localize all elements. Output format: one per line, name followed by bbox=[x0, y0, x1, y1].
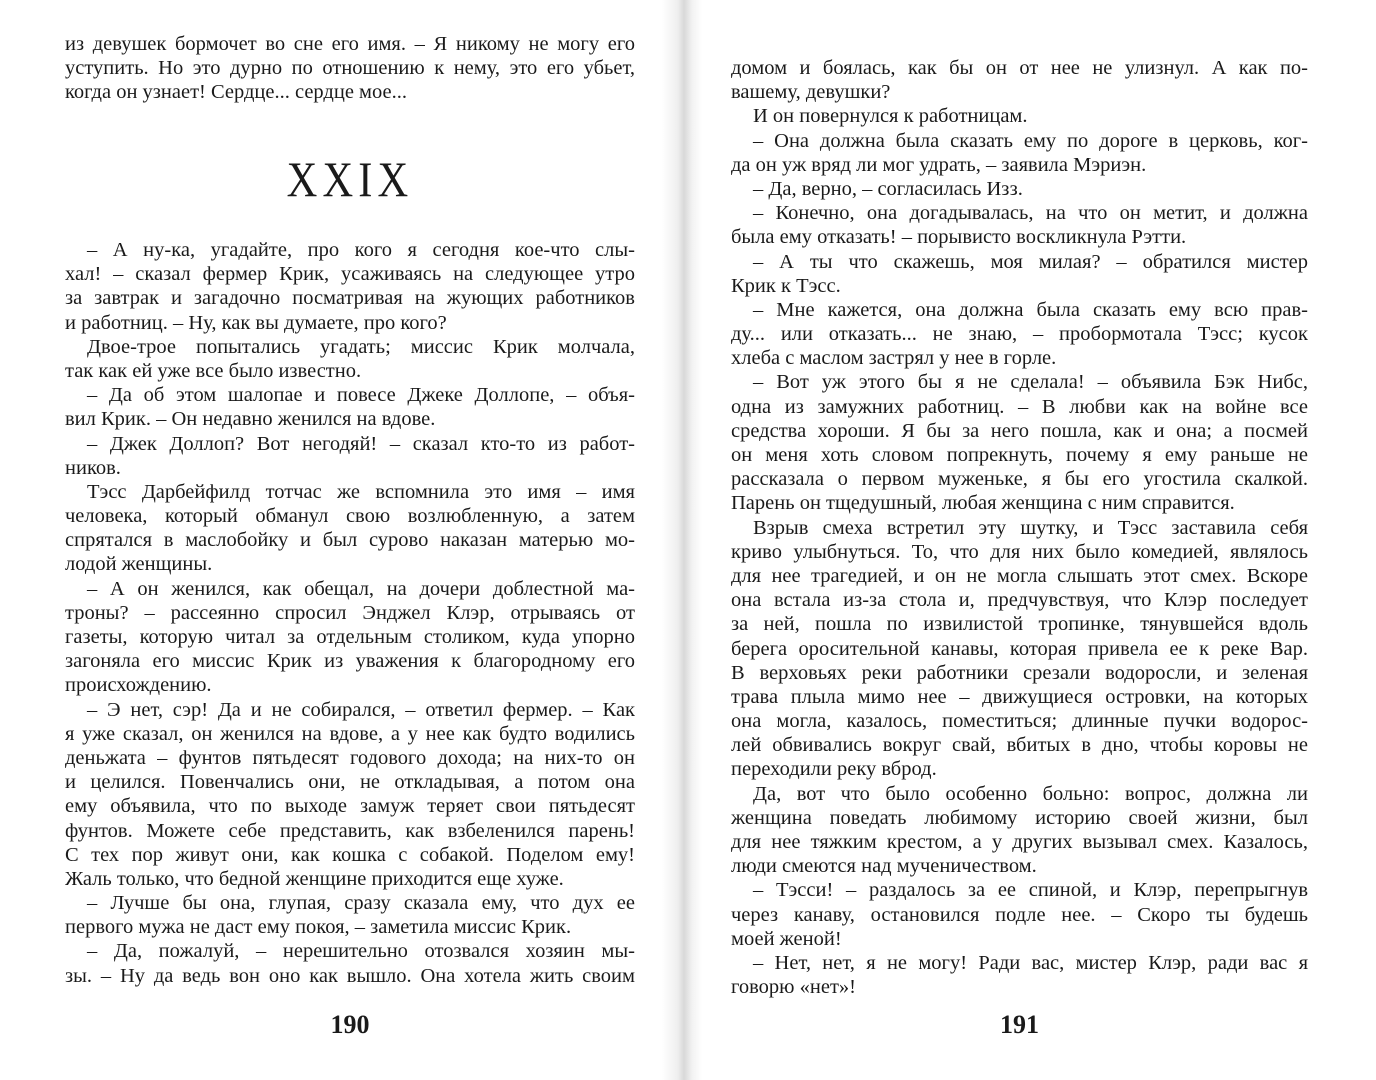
text-line: Двое-трое попытались угадать; миссис Крик молчала, bbox=[87, 335, 635, 358]
text-line: Крик к Тэсс. bbox=[731, 274, 841, 297]
page-number-left: 190 bbox=[330, 1010, 370, 1039]
text-line: я уже сказал, он женился на вдове, а у нее как будто водились bbox=[65, 722, 635, 745]
text-line: – Да, пожалуй, – нерешительно отозвался хозяин мы- bbox=[87, 940, 635, 963]
text-line: деньжата – фунтов пятьдесят годового дохода; на них-то он bbox=[65, 746, 635, 769]
text-line: для нее трагедией, и он не могла слышать этот смех. Вскоре bbox=[731, 564, 1308, 587]
paragraph bbox=[731, 104, 1308, 128]
text-line: зы. – Ну да ведь вон оно как вышло. Она хотела жить своим bbox=[65, 964, 635, 987]
paragraph bbox=[65, 383, 635, 431]
paragraph bbox=[731, 250, 1308, 298]
text-line: женщина поведать любимому историю своей жизни, был bbox=[731, 806, 1308, 829]
text-line: – Лучше бы она, глупая, сразу сказала ему, что дух ее bbox=[87, 892, 635, 915]
text-line: хал! – сказал фермер Крик, усаживаясь на следующее утро bbox=[65, 263, 635, 286]
left-page-body bbox=[65, 238, 635, 988]
text-line: хлеба с маслом застрял у нее в горле. bbox=[731, 347, 1057, 370]
text-line: она могла, казалось, поместиться; длинные пучки водорос- bbox=[731, 710, 1308, 733]
text-line: – Мне кажется, она должна была сказать ему всю прав- bbox=[753, 298, 1308, 321]
text-line: уступить. Но это дурно по отношению к нему, это его убьет, bbox=[65, 57, 635, 80]
text-line: лодой женщины. bbox=[65, 553, 213, 576]
text-line: В верховьях реки работники срезали водоросли, и зеленая bbox=[731, 661, 1308, 684]
text-line: ду... или отказать... не знаю, – пробормотала Тэсс; кусок bbox=[731, 323, 1308, 346]
paragraph bbox=[65, 32, 635, 105]
paragraph bbox=[731, 56, 1308, 104]
text-line: вашему, девушки? bbox=[731, 81, 891, 104]
text-line: для нее тяжким крестом, а у других вызывал смех. Казалось, bbox=[731, 831, 1308, 853]
text-line: и работниц. – Ну, как вы думаете, про кого? bbox=[65, 311, 447, 334]
text-line: так как ей уже все было известно. bbox=[65, 359, 362, 382]
paragraph bbox=[731, 951, 1308, 999]
text-line: человека, который обманул свою возлюбленную, а затем bbox=[65, 505, 635, 528]
text-line: – Вот уж этого бы я не сделала! – объявила Бэк Нибс, bbox=[753, 371, 1308, 394]
left-page-top-text bbox=[65, 32, 635, 105]
text-line: за завтрак и загадочно посматривая на жующих работников bbox=[65, 287, 635, 310]
text-line: средства хороши. Я бы за него пошла, как и она; а посмей bbox=[731, 419, 1308, 442]
text-line: Тэсс Дарбейфилд тотчас же вспомнила это имя – имя bbox=[87, 480, 635, 503]
text-line: Жаль только, что бедной женщине приходится еще хуже. bbox=[65, 867, 564, 890]
text-line: – Нет, нет, я не могу! Ради вас, мистер Клэр, ради вас я bbox=[753, 951, 1308, 974]
paragraph bbox=[731, 177, 1308, 201]
paragraph bbox=[65, 432, 635, 480]
text-line: да он уж вряд ли мог удрать, – заявила Мэриэн. bbox=[731, 153, 1147, 176]
text-line: – А ну-ка, угадайте, про кого я сегодня кое-что слы- bbox=[87, 239, 635, 261]
text-line: происхождению. bbox=[65, 674, 212, 697]
paragraph bbox=[65, 238, 635, 335]
paragraph bbox=[731, 129, 1308, 177]
text-line: одна из замужних работниц. – В любви как на войне все bbox=[731, 395, 1308, 418]
text-line: через канаву, остановился подле нее. – Скоро ты будешь bbox=[731, 903, 1308, 926]
text-line: первого мужа не даст ему покоя, – заметила миссис Крик. bbox=[65, 916, 572, 939]
paragraph bbox=[731, 878, 1308, 951]
text-line: он меня хоть словом попрекнуть, почему я ему раньше не bbox=[731, 444, 1308, 466]
text-line: – Конечно, она догадывалась, на что он метит, и должна bbox=[753, 202, 1308, 225]
text-line: троны? – рассеянно спросил Энджел Клэр, отрываясь от bbox=[65, 601, 635, 624]
page-number-right: 191 bbox=[1000, 1010, 1039, 1039]
text-line: – Да, верно, – согласилась Изз. bbox=[753, 177, 1023, 200]
text-line: – Джек Доллоп? Вот негодяй! – сказал кто-то из работ- bbox=[87, 432, 635, 455]
text-line: из девушек бормочет во сне его имя. – Я никому не могу его bbox=[65, 33, 635, 55]
text-line: – Э нет, сэр! Да и не собирался, – ответил фермер. – Как bbox=[87, 698, 635, 721]
paragraph bbox=[731, 298, 1308, 371]
text-line: криво улыбнуться. То, что для них было комедией, являлось bbox=[731, 540, 1308, 563]
paragraph bbox=[65, 577, 635, 698]
text-line: когда он узнает! Сердце... сердце мое... bbox=[65, 81, 407, 104]
text-line: за ней, пошла по извилистой тропинке, тянувшейся вдоль bbox=[731, 613, 1308, 636]
text-line: рассказала о первом муженьке, я бы его угостила скалкой. bbox=[731, 468, 1308, 491]
text-line: спрятался в маслобойку и был сурово наказан матерью мо- bbox=[65, 529, 635, 552]
text-line: она встала из-за стола и, предчувствуя, что Клэр последует bbox=[731, 589, 1308, 612]
paragraph bbox=[65, 939, 635, 987]
text-line: газеты, которую читал за отдельным столиком, куда упорно bbox=[65, 626, 635, 648]
paragraph bbox=[65, 480, 635, 577]
text-line: и целился. Повенчались они, не откладывая, а потом она bbox=[65, 771, 635, 794]
text-line: трава плыла мимо нее – движущиеся островки, на которых bbox=[731, 685, 1308, 708]
paragraph bbox=[65, 891, 635, 939]
paragraph bbox=[731, 370, 1308, 515]
paragraph bbox=[731, 782, 1308, 879]
chapter-heading: XXIX bbox=[286, 151, 414, 207]
text-line: лей обвивались вокруг свай, вбитых в дно, чтобы коровы не bbox=[731, 734, 1308, 757]
text-line: была ему отказать! – порывисто воскликнула Рэтти. bbox=[731, 226, 1187, 249]
text-line: – Да об этом шалопае и повесе Джеке Доллопе, – объя- bbox=[87, 384, 635, 407]
text-line: – Тэсси! – раздалось за ее спиной, и Клэр, перепрыгнув bbox=[753, 879, 1308, 902]
paragraph bbox=[65, 335, 635, 383]
text-line: – Она должна была сказать ему по дороге в церковь, ког- bbox=[753, 129, 1308, 152]
text-line: загоняла его миссис Крик из уважения к благородному его bbox=[65, 650, 635, 673]
text-line: ников. bbox=[65, 456, 121, 479]
text-line: домом и боялась, как бы он от нее не улизнул. А как по- bbox=[731, 57, 1308, 79]
text-line: Да, вот что было особенно больно: вопрос, должна ли bbox=[753, 782, 1308, 805]
text-line: Взрыв смеха встретил эту шутку, и Тэсс заставила себя bbox=[753, 516, 1308, 539]
text-line: переходили реку вброд. bbox=[731, 758, 937, 781]
text-line: Парень он тщедушный, любая женщина с ним справится. bbox=[731, 492, 1235, 515]
text-line: ему объявила, что по выходе замуж теряет свои пятьдесят bbox=[65, 795, 635, 818]
text-line: фунтов. Можете себе представить, как взбеленился парень! bbox=[65, 819, 635, 842]
paragraph bbox=[731, 516, 1308, 782]
paragraph bbox=[65, 698, 635, 892]
text-line: берега оросительной канавы, которая привела ее к реке Вар. bbox=[731, 637, 1308, 660]
text-line: – А он женился, как обещал, на дочери доблестной ма- bbox=[87, 577, 635, 600]
text-line: моей женой! bbox=[731, 927, 842, 950]
text-line: С тех пор живут они, как кошка с собакой. Поделом ему! bbox=[65, 843, 635, 866]
right-page-body bbox=[731, 56, 1308, 999]
text-line: вил Крик. – Он недавно женился на вдове. bbox=[65, 408, 436, 431]
text-line: И он повернулся к работницам. bbox=[753, 105, 1028, 128]
text-line: говорю «нет»! bbox=[731, 976, 856, 999]
paragraph bbox=[731, 201, 1308, 249]
text-line: – А ты что скажешь, моя милая? – обратился мистер bbox=[753, 250, 1308, 273]
text-line: люди смеются над мученичеством. bbox=[731, 855, 1037, 878]
book-gutter bbox=[662, 0, 702, 1080]
